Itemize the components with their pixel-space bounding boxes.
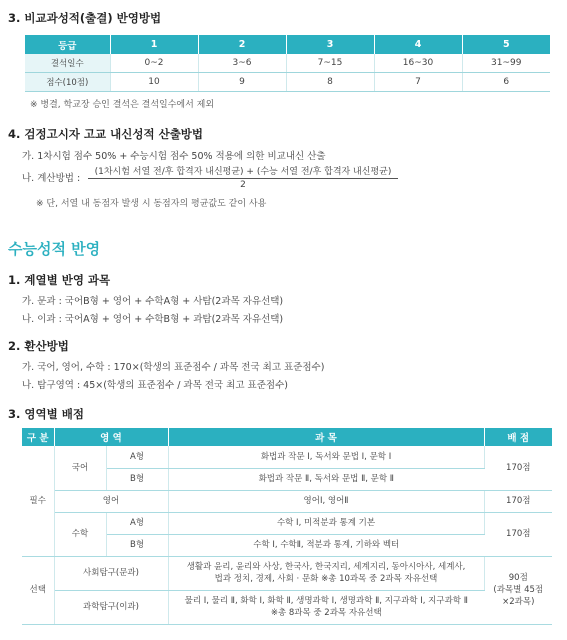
table-cell: 0~2 bbox=[110, 54, 198, 73]
section-title-conversion: 2. 환산방법 bbox=[8, 339, 69, 353]
attendance-note: ※ 병결, 학교장 승인 결석은 결석일수에서 제외 bbox=[30, 100, 215, 110]
header-subject: 과 목 bbox=[168, 428, 484, 446]
area-english: 영어 bbox=[54, 490, 168, 512]
table-row bbox=[22, 556, 552, 590]
score-cell: 170점 bbox=[484, 446, 552, 490]
elective-label: 선택 bbox=[22, 556, 54, 624]
score-line: 90점 bbox=[508, 573, 528, 583]
type-a-label: A형 bbox=[106, 446, 168, 468]
ged-formula bbox=[88, 164, 398, 190]
table-cell: 10 bbox=[110, 73, 198, 92]
subject-cell bbox=[168, 556, 484, 590]
table-cell: 31~99 bbox=[462, 54, 550, 73]
area-science: 과학탐구(이과) bbox=[54, 590, 168, 624]
section-title-subjects: 1. 계열별 반영 과목 bbox=[8, 273, 111, 287]
table-cell: 9 bbox=[198, 73, 286, 92]
table-cell: 8 bbox=[286, 73, 374, 92]
subject-line: 생활과 윤리, 윤리와 사상, 한국사, 한국지리, 세계지리, 동아시아사, 세계사, bbox=[186, 562, 466, 572]
table-row bbox=[25, 54, 550, 73]
subject-line: 물리 Ⅰ, 물리 Ⅱ, 화학 Ⅰ, 화학 Ⅱ, 생명과학 Ⅰ, 생명과학 Ⅱ, 지구과학 Ⅰ, 지구과학 Ⅱ bbox=[184, 596, 468, 606]
table-row bbox=[22, 490, 552, 512]
table-header-cell: 등급 bbox=[25, 35, 110, 54]
table-header-cell: 3 bbox=[286, 35, 374, 54]
subject-cell bbox=[168, 590, 484, 624]
table-header-cell: 2 bbox=[198, 35, 286, 54]
conversion-line-b: 나. 탐구영역 : 45×(학생의 표준점수 / 과목 전국 최고 표준점수) bbox=[22, 380, 288, 391]
section-title-distribution: 3. 영역별 배점 bbox=[8, 407, 84, 421]
formula-numerator: (1차시험 서열 전/후 합격자 내신평균) + (수능 서열 전/후 합격자 내신평균) bbox=[94, 167, 392, 177]
header-score: 배 점 bbox=[484, 428, 552, 446]
table-row bbox=[22, 512, 552, 534]
subject-line: ※총 8과목 중 2과목 자유선택 bbox=[270, 608, 382, 618]
section-title-attendance: 3. 비교과성적(출결) 반영방법 bbox=[8, 11, 162, 25]
type-b-label: B형 bbox=[106, 468, 168, 490]
table-row bbox=[25, 73, 550, 92]
row-label: 결석일수 bbox=[25, 54, 110, 73]
table-row bbox=[22, 590, 552, 624]
table-cell: 7~15 bbox=[286, 54, 374, 73]
table-header-cell: 1 bbox=[110, 35, 198, 54]
subject-cell: 수학 Ⅰ, 미적분과 통계 기본 bbox=[168, 512, 484, 534]
table-cell: 16~30 bbox=[374, 54, 462, 73]
section-title-ged: 4. 검정고시자 고교 내신성적 산출방법 bbox=[8, 127, 204, 141]
area-social: 사회탐구(문과) bbox=[54, 556, 168, 590]
ged-line-b-label: 나. 계산방법 : bbox=[22, 173, 81, 184]
header-division: 구 분 bbox=[22, 428, 54, 446]
table-header-row bbox=[25, 35, 550, 54]
csat-title: 수능성적 반영 bbox=[8, 240, 101, 258]
score-cell: 170점 bbox=[484, 512, 552, 556]
type-a-label: A형 bbox=[106, 512, 168, 534]
type-b-label: B형 bbox=[106, 534, 168, 556]
table-header-row bbox=[22, 428, 552, 446]
area-korean: 국어 bbox=[54, 446, 106, 490]
required-label: 필수 bbox=[22, 446, 54, 556]
row-label: 점수(10점) bbox=[25, 73, 110, 92]
fraction-bar bbox=[88, 178, 398, 179]
table-cell: 6 bbox=[462, 73, 550, 92]
formula-denominator: 2 bbox=[240, 180, 246, 190]
subject-cell: 화법과 작문 Ⅱ, 독서와 문법 Ⅱ, 문학 Ⅱ bbox=[168, 468, 484, 490]
ged-note: ※ 단, 서열 내 동점자 발생 시 동점자의 평균값도 같이 사용 bbox=[36, 199, 267, 209]
subject-cell: 수학 Ⅰ, 수학Ⅱ, 적분과 통계, 기하와 벡터 bbox=[168, 534, 484, 556]
score-line: (과목별 45점 bbox=[493, 585, 544, 595]
ged-line-a: 가. 1차시험 점수 50% + 수능시험 점수 50% 적용에 의한 비교내신 산출 bbox=[22, 151, 326, 162]
area-math: 수학 bbox=[54, 512, 106, 556]
table-cell: 3~6 bbox=[198, 54, 286, 73]
conversion-line-a: 가. 국어, 영어, 수학 : 170×(학생의 표준점수 / 과목 전국 최고 표준점수) bbox=[22, 362, 325, 373]
attendance-table bbox=[25, 35, 550, 92]
subjects-line-b: 나. 이과 : 국어A형 + 영어 + 수학B형 + 과탐(2과목 자유선택) bbox=[22, 314, 284, 325]
table-header-cell: 5 bbox=[462, 35, 550, 54]
subject-cell: 화법과 작문 Ⅰ, 독서와 문법 Ⅰ, 문학 Ⅰ bbox=[168, 446, 484, 468]
subject-cell: 영어Ⅰ, 영어Ⅱ bbox=[168, 490, 484, 512]
score-line: ×2과목) bbox=[502, 597, 535, 607]
subject-line: 법과 정치, 경제, 사회 · 문화 ※총 10과목 중 2과목 자유선택 bbox=[214, 574, 438, 584]
table-header-cell: 4 bbox=[374, 35, 462, 54]
subjects-line-a: 가. 문과 : 국어B형 + 영어 + 수학A형 + 사탐(2과목 자유선택) bbox=[22, 296, 284, 307]
table-cell: 7 bbox=[374, 73, 462, 92]
score-cell bbox=[484, 556, 552, 624]
header-area: 영 역 bbox=[54, 428, 168, 446]
table-row bbox=[22, 446, 552, 468]
score-cell: 170점 bbox=[484, 490, 552, 512]
distribution-table bbox=[22, 428, 552, 625]
